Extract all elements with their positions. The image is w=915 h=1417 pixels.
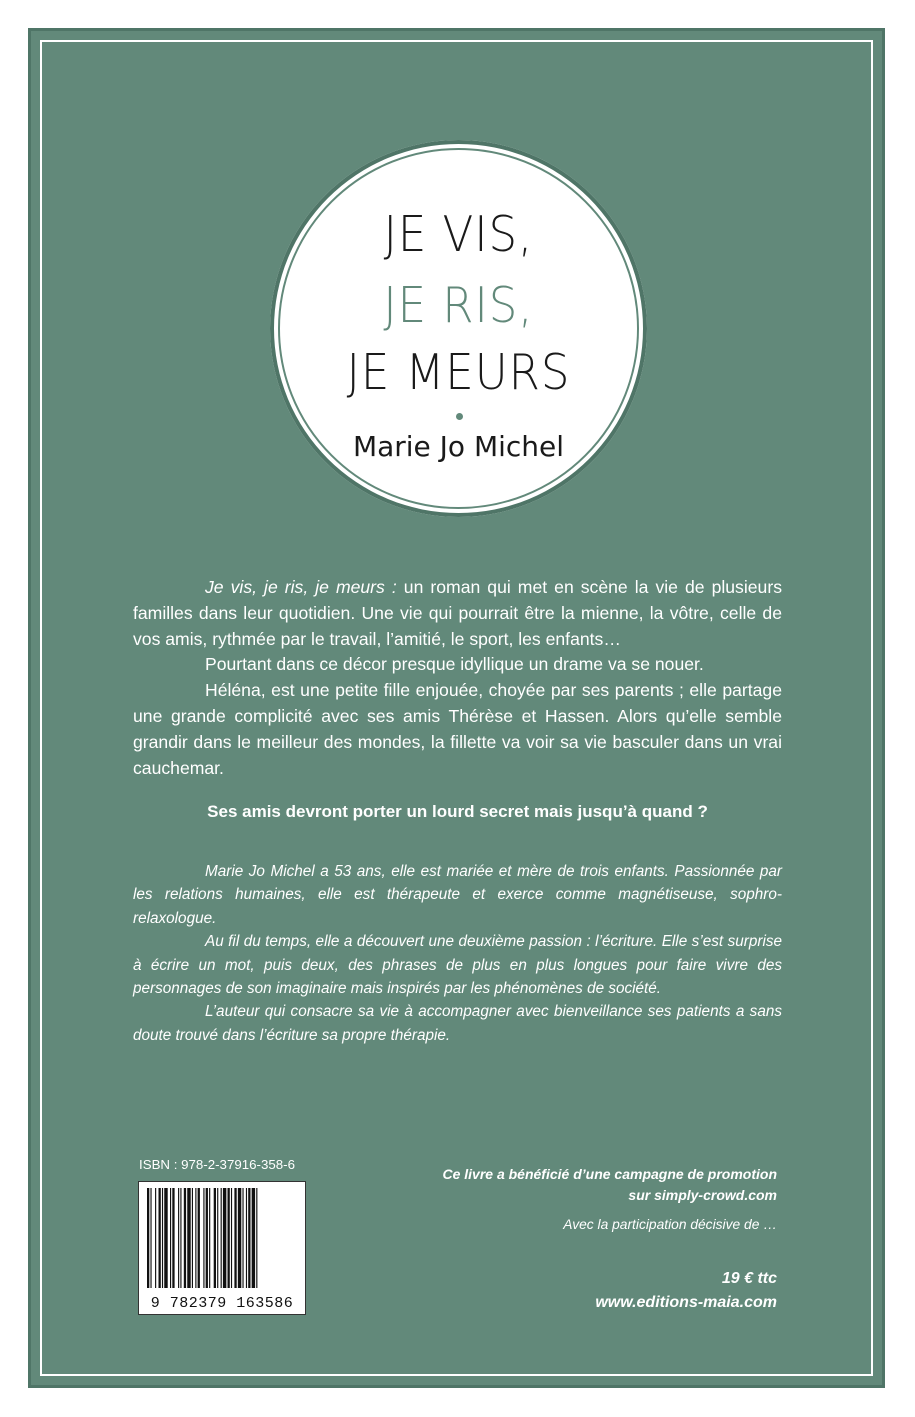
barcode-bar: [256, 1188, 257, 1288]
barcode-bar: [252, 1188, 255, 1288]
back-cover: [28, 28, 885, 1388]
barcode-bar: [242, 1188, 243, 1288]
barcode-bar: [209, 1188, 210, 1288]
promo-line-1: Ce livre a bénéficié d’une campagne de promotion: [442, 1166, 777, 1182]
promo-line-2: sur simply-crowd.com: [628, 1187, 777, 1203]
barcode-bar: [170, 1188, 171, 1288]
blurb-p1-text: un roman qui met en scène la vie de plusieurs familles dans leur quotidien. Une vie qui pourrait être la mienne, la vôtre, celle de vos amis, rythmée par le travail, l’amitié, le sport, les enfants…: [133, 577, 782, 649]
barcode-digits: 9 782379 163586: [150, 1295, 294, 1312]
author-name: Marie Jo Michel: [352, 430, 565, 463]
author-bio: [133, 860, 782, 1047]
barcode-bar: [155, 1188, 156, 1288]
barcode-bar: [172, 1188, 174, 1288]
barcode-bar: [248, 1188, 250, 1288]
barcode-bar: [184, 1188, 186, 1288]
barcode-bar: [195, 1188, 196, 1288]
bio-paragraph-3: L’auteur qui consacre sa vie à accompagner avec bienveillance ses patients a sans doute trouvé dans l’écriture sa propre thérapie.: [133, 1003, 782, 1044]
blurb-paragraph-3: Héléna, est une petite fille enjouée, choyée par ses parents ; elle partage une grande complicité avec ses amis Thérèse et Hassen. Alors qu’elle semble grandir dans le meilleur des mondes, la fillette va voir sa vie basculer dans un vrai cauchemar.: [133, 680, 782, 778]
blurb-paragraph-1: [133, 575, 782, 652]
blurb-paragraph-2: Pourtant dans ce décor presque idyllique un drame va se nouer.: [205, 654, 704, 675]
title-medallion: [270, 140, 647, 517]
bio-paragraph-1: Marie Jo Michel a 53 ans, elle est mariée et mère de trois enfants. Passionnée par les relations humaines, elle est thérapeute et exerce comme magnétiseuse, sophro-relaxologue.: [133, 863, 782, 927]
price: 19 € ttc: [721, 1270, 777, 1287]
barcode-bar: [162, 1188, 163, 1288]
title-line-3: JE MEURS: [346, 344, 571, 401]
publisher-website: www.editions-maia.com: [595, 1294, 777, 1311]
separator-dot: [456, 413, 463, 420]
promo-note: [442, 1164, 777, 1206]
participation-note: Avec la participation décisive de …: [563, 1217, 777, 1232]
barcode-bars: [139, 1182, 305, 1294]
barcode-bar: [221, 1188, 222, 1288]
barcode-bar: [214, 1188, 216, 1288]
barcode-bar: [178, 1188, 179, 1288]
barcode-bar: [192, 1188, 193, 1288]
barcode-bar: [217, 1188, 218, 1288]
book-blurb: [133, 575, 782, 781]
barcode-bar: [223, 1188, 226, 1288]
bio-paragraph-2: Au fil du temps, elle a découvert une deuxième passion : l’écriture. Elle s’est surprise à écrire un mot, puis deux, des phrases de plus en plus longues pour faire vivre des personnages de son imaginaire mais inspirés par les phénomènes de société.: [133, 933, 782, 998]
title-line-2: JE RIS,: [383, 277, 534, 334]
barcode-bar: [231, 1188, 232, 1288]
barcode-bar: [164, 1188, 167, 1288]
barcode-bar: [203, 1188, 204, 1288]
title-line-1: JE VIS,: [383, 206, 534, 263]
barcode-bar: [234, 1188, 236, 1288]
barcode-bar: [150, 1188, 151, 1288]
barcode-bar: [238, 1188, 241, 1288]
barcode-bar: [206, 1188, 208, 1288]
barcode-bar: [159, 1188, 161, 1288]
barcode-bar: [246, 1188, 247, 1288]
isbn-label: ISBN : 978-2-37916-358-6: [139, 1157, 295, 1172]
blurb-title-italic: Je vis, je ris, je meurs :: [205, 577, 397, 597]
barcode-bar: [147, 1188, 149, 1288]
price-block: [595, 1267, 777, 1315]
barcode-bar: [228, 1188, 230, 1288]
barcode-bar: [198, 1188, 200, 1288]
barcode: [138, 1181, 306, 1315]
barcode-bar: [180, 1188, 181, 1288]
barcode-bar: [187, 1188, 190, 1288]
tagline: Ses amis devront porter un lourd secret mais jusqu’à quand ?: [207, 802, 708, 821]
